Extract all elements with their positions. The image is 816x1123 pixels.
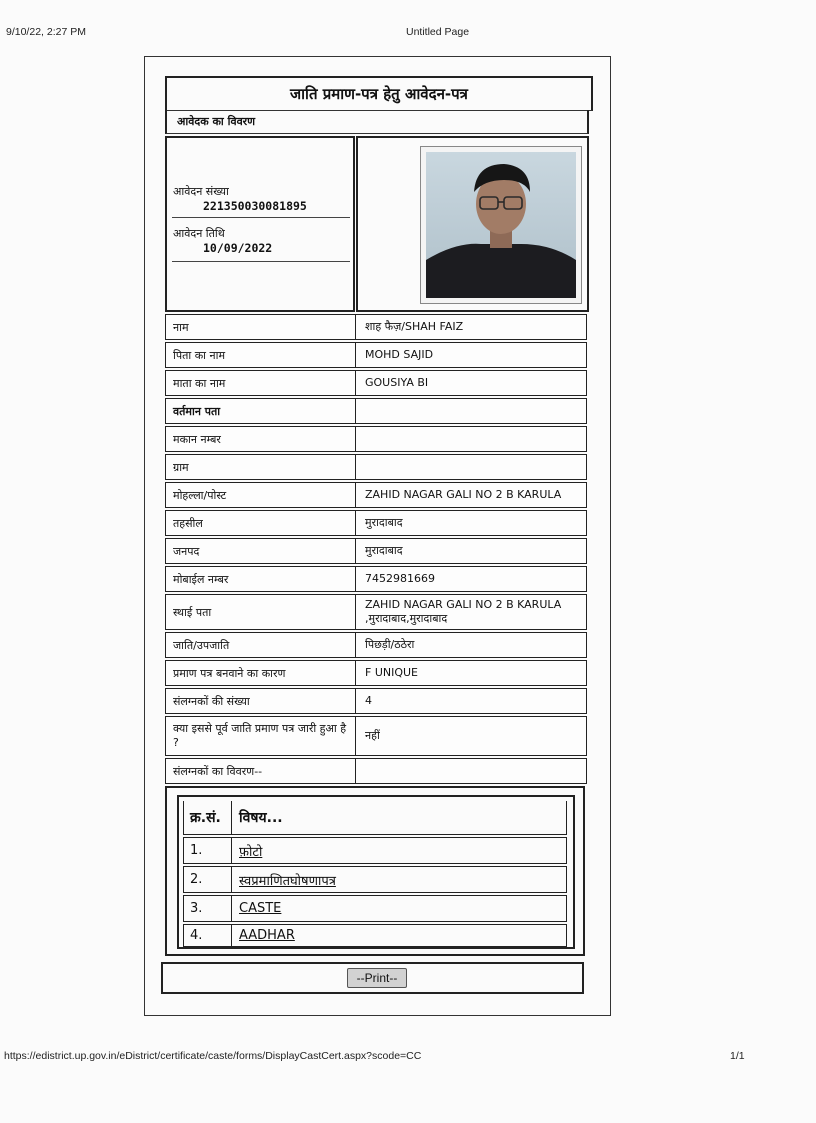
reason-label: प्रमाण पत्र बनवाने का कारण <box>166 661 356 685</box>
reason-value: F UNIQUE <box>365 666 419 679</box>
form-title: जाति प्रमाण-पत्र हेतु आवेदन-पत्र <box>165 76 593 111</box>
permanent-address-value: ZAHID NAGAR GALI NO 2 B KARULA ,मुरादाबाद,मुरादाबाद <box>365 598 562 625</box>
district-value: मुरादाबाद <box>365 544 403 557</box>
row-permanent-address <box>165 594 587 630</box>
current-address-value <box>357 399 586 423</box>
table-row <box>183 837 567 864</box>
applicant-photo <box>420 146 582 304</box>
attachments-table-wrapper <box>165 786 585 956</box>
attachment-link-caste[interactable]: CASTE <box>239 901 282 916</box>
print-page-title: Untitled Page <box>406 26 470 38</box>
table-header-row <box>183 801 567 835</box>
attachment-link-photo[interactable]: फ़ोटो <box>239 844 263 860</box>
row-previous-certificate <box>165 716 587 756</box>
divider <box>172 217 350 218</box>
father-name-value: MOHD SAJID <box>365 348 434 361</box>
caste-value: पिछड़ी/ठठेरा <box>365 638 415 651</box>
village-label: ग्राम <box>166 455 356 479</box>
previous-certificate-value: नहीं <box>365 729 380 742</box>
district-label: जनपद <box>166 539 356 563</box>
serial-header: क्र.सं. <box>184 801 232 834</box>
application-no: 221350030081895 <box>203 199 307 213</box>
attachment-details-label: संलग्नकों का विवरण-- <box>166 759 356 783</box>
application-no-label: आवेदन संख्या <box>173 185 229 198</box>
application-info <box>165 136 355 312</box>
previous-certificate-label: क्या इससे पूर्व जाति प्रमाण पत्र जारी हुआ है ? <box>166 717 356 755</box>
name-value: शाह फैज़/SHAH FAIZ <box>365 320 464 333</box>
house-number-value <box>357 427 586 451</box>
application-date: 10/09/2022 <box>203 241 273 255</box>
print-footer-page: 1/1 <box>730 1050 745 1062</box>
attachment-count-label: संलग्नकों की संख्या <box>166 689 356 713</box>
print-footer-url: https://edistrict.up.gov.in/eDistrict/certificate/caste/forms/DisplayCastCert.aspx?scode=CC <box>4 1050 422 1062</box>
attachments-table <box>177 795 575 949</box>
tehsil-value: मुरादाबाद <box>365 516 403 529</box>
row-serial: 3. <box>184 896 232 921</box>
row-serial: 1. <box>184 838 232 863</box>
row-district <box>165 538 587 564</box>
applicant-photo-image <box>426 152 576 298</box>
house-number-label: मकान नम्बर <box>166 427 356 451</box>
print-datetime: 9/10/22, 2:27 PM <box>6 26 86 38</box>
row-father-name <box>165 342 587 368</box>
locality-label: मोहल्ला/पोस्ट <box>166 483 356 507</box>
subject-header: विषय... <box>239 810 283 826</box>
row-mother-name <box>165 370 587 396</box>
row-mobile <box>165 566 587 592</box>
attachment-details-value <box>357 759 586 783</box>
mother-name-label: माता का नाम <box>166 371 356 395</box>
row-locality <box>165 482 587 508</box>
attachment-link-self-declaration[interactable]: स्वप्रमाणितघोषणापत्र <box>239 873 336 889</box>
row-serial: 4. <box>184 925 232 946</box>
table-row <box>183 895 567 922</box>
row-current-address <box>165 398 587 424</box>
table-row <box>183 866 567 893</box>
application-date-label: आवेदन तिथि <box>173 227 225 240</box>
father-name-label: पिता का नाम <box>166 343 356 367</box>
mother-name-value: GOUSIYA BI <box>365 376 429 389</box>
mobile-label: मोबाईल नम्बर <box>166 567 356 591</box>
row-reason <box>165 660 587 686</box>
tehsil-label: तहसील <box>166 511 356 535</box>
permanent-address-label: स्थाई पता <box>166 595 356 629</box>
print-button[interactable]: --Print-- <box>347 968 407 988</box>
row-caste <box>165 632 587 658</box>
row-serial: 2. <box>184 867 232 892</box>
name-label: नाम <box>166 315 356 339</box>
mobile-value: 7452981669 <box>365 572 435 585</box>
row-village <box>165 454 587 480</box>
locality-value: ZAHID NAGAR GALI NO 2 B KARULA <box>365 488 562 501</box>
divider <box>172 261 350 262</box>
row-house-number <box>165 426 587 452</box>
print-bar <box>161 962 584 994</box>
row-attachment-details <box>165 758 587 784</box>
row-name <box>165 314 587 340</box>
current-address-label: वर्तमान पता <box>166 399 356 423</box>
attachment-link-aadhar[interactable]: AADHAR <box>239 928 295 943</box>
row-tehsil <box>165 510 587 536</box>
section-title: आवेदक का विवरण <box>165 110 589 134</box>
attachment-count-value: 4 <box>365 694 372 707</box>
photo-cell <box>356 136 589 312</box>
table-row <box>183 924 567 947</box>
village-value <box>357 455 586 479</box>
row-attachment-count <box>165 688 587 714</box>
caste-label: जाति/उपजाति <box>166 633 356 657</box>
